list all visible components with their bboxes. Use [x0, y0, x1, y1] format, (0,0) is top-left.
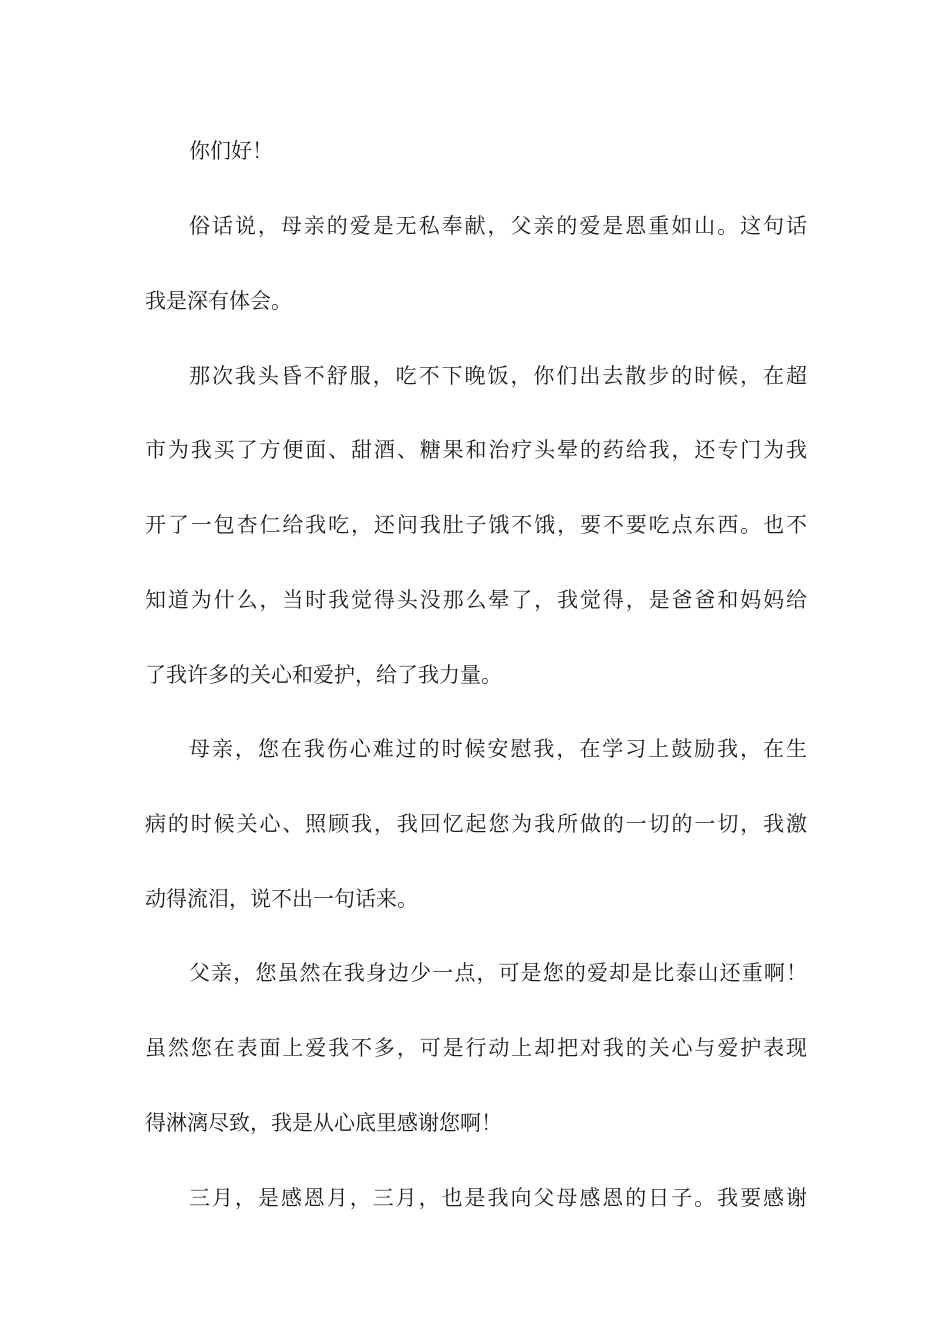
paragraph-5-line-1: 三月，是感恩月，三月，也是我向父母感恩的日子。我要感谢	[189, 1186, 807, 1210]
paragraph-3-line-2: 病的时候关心、照顾我，我回忆起您为我所做的一切的一切，我激	[145, 812, 807, 836]
paragraph-3-line-3: 动得流泪，说不出一句话来。	[145, 887, 418, 911]
paragraph-4-line-2: 虽然您在表面上爱我不多，可是行动上却把对我的关心与爱护表现	[145, 1036, 807, 1060]
paragraph-1-line-2: 我是深有体会。	[145, 289, 292, 313]
greeting-line: 你们好！	[189, 139, 273, 163]
paragraph-3-line-1: 母亲，您在我伤心难过的时候安慰我，在学习上鼓励我，在生	[189, 737, 807, 761]
paragraph-4-line-1: 父亲，您虽然在我身边少一点，可是您的爱却是比泰山还重啊！	[189, 961, 807, 985]
paragraph-2-line-5: 了我许多的关心和爱护，给了我力量。	[145, 663, 502, 687]
paragraph-4-line-3: 得淋漓尽致，我是从心底里感谢您啊！	[145, 1111, 502, 1135]
paragraph-2-line-4: 知道为什么，当时我觉得头没那么晕了，我觉得，是爸爸和妈妈给	[145, 588, 807, 612]
paragraph-2-line-1: 那次我头昏不舒服，吃不下晚饭，你们出去散步的时候，在超	[189, 364, 807, 388]
paragraph-2-line-3: 开了一包杏仁给我吃，还问我肚子饿不饿，要不要吃点东西。也不	[145, 513, 807, 537]
paragraph-2-line-2: 市为我买了方便面、甜酒、糖果和治疗头晕的药给我，还专门为我	[145, 438, 807, 462]
paragraph-1-line-1: 俗话说，母亲的爱是无私奉献，父亲的爱是恩重如山。这句话	[189, 214, 807, 238]
